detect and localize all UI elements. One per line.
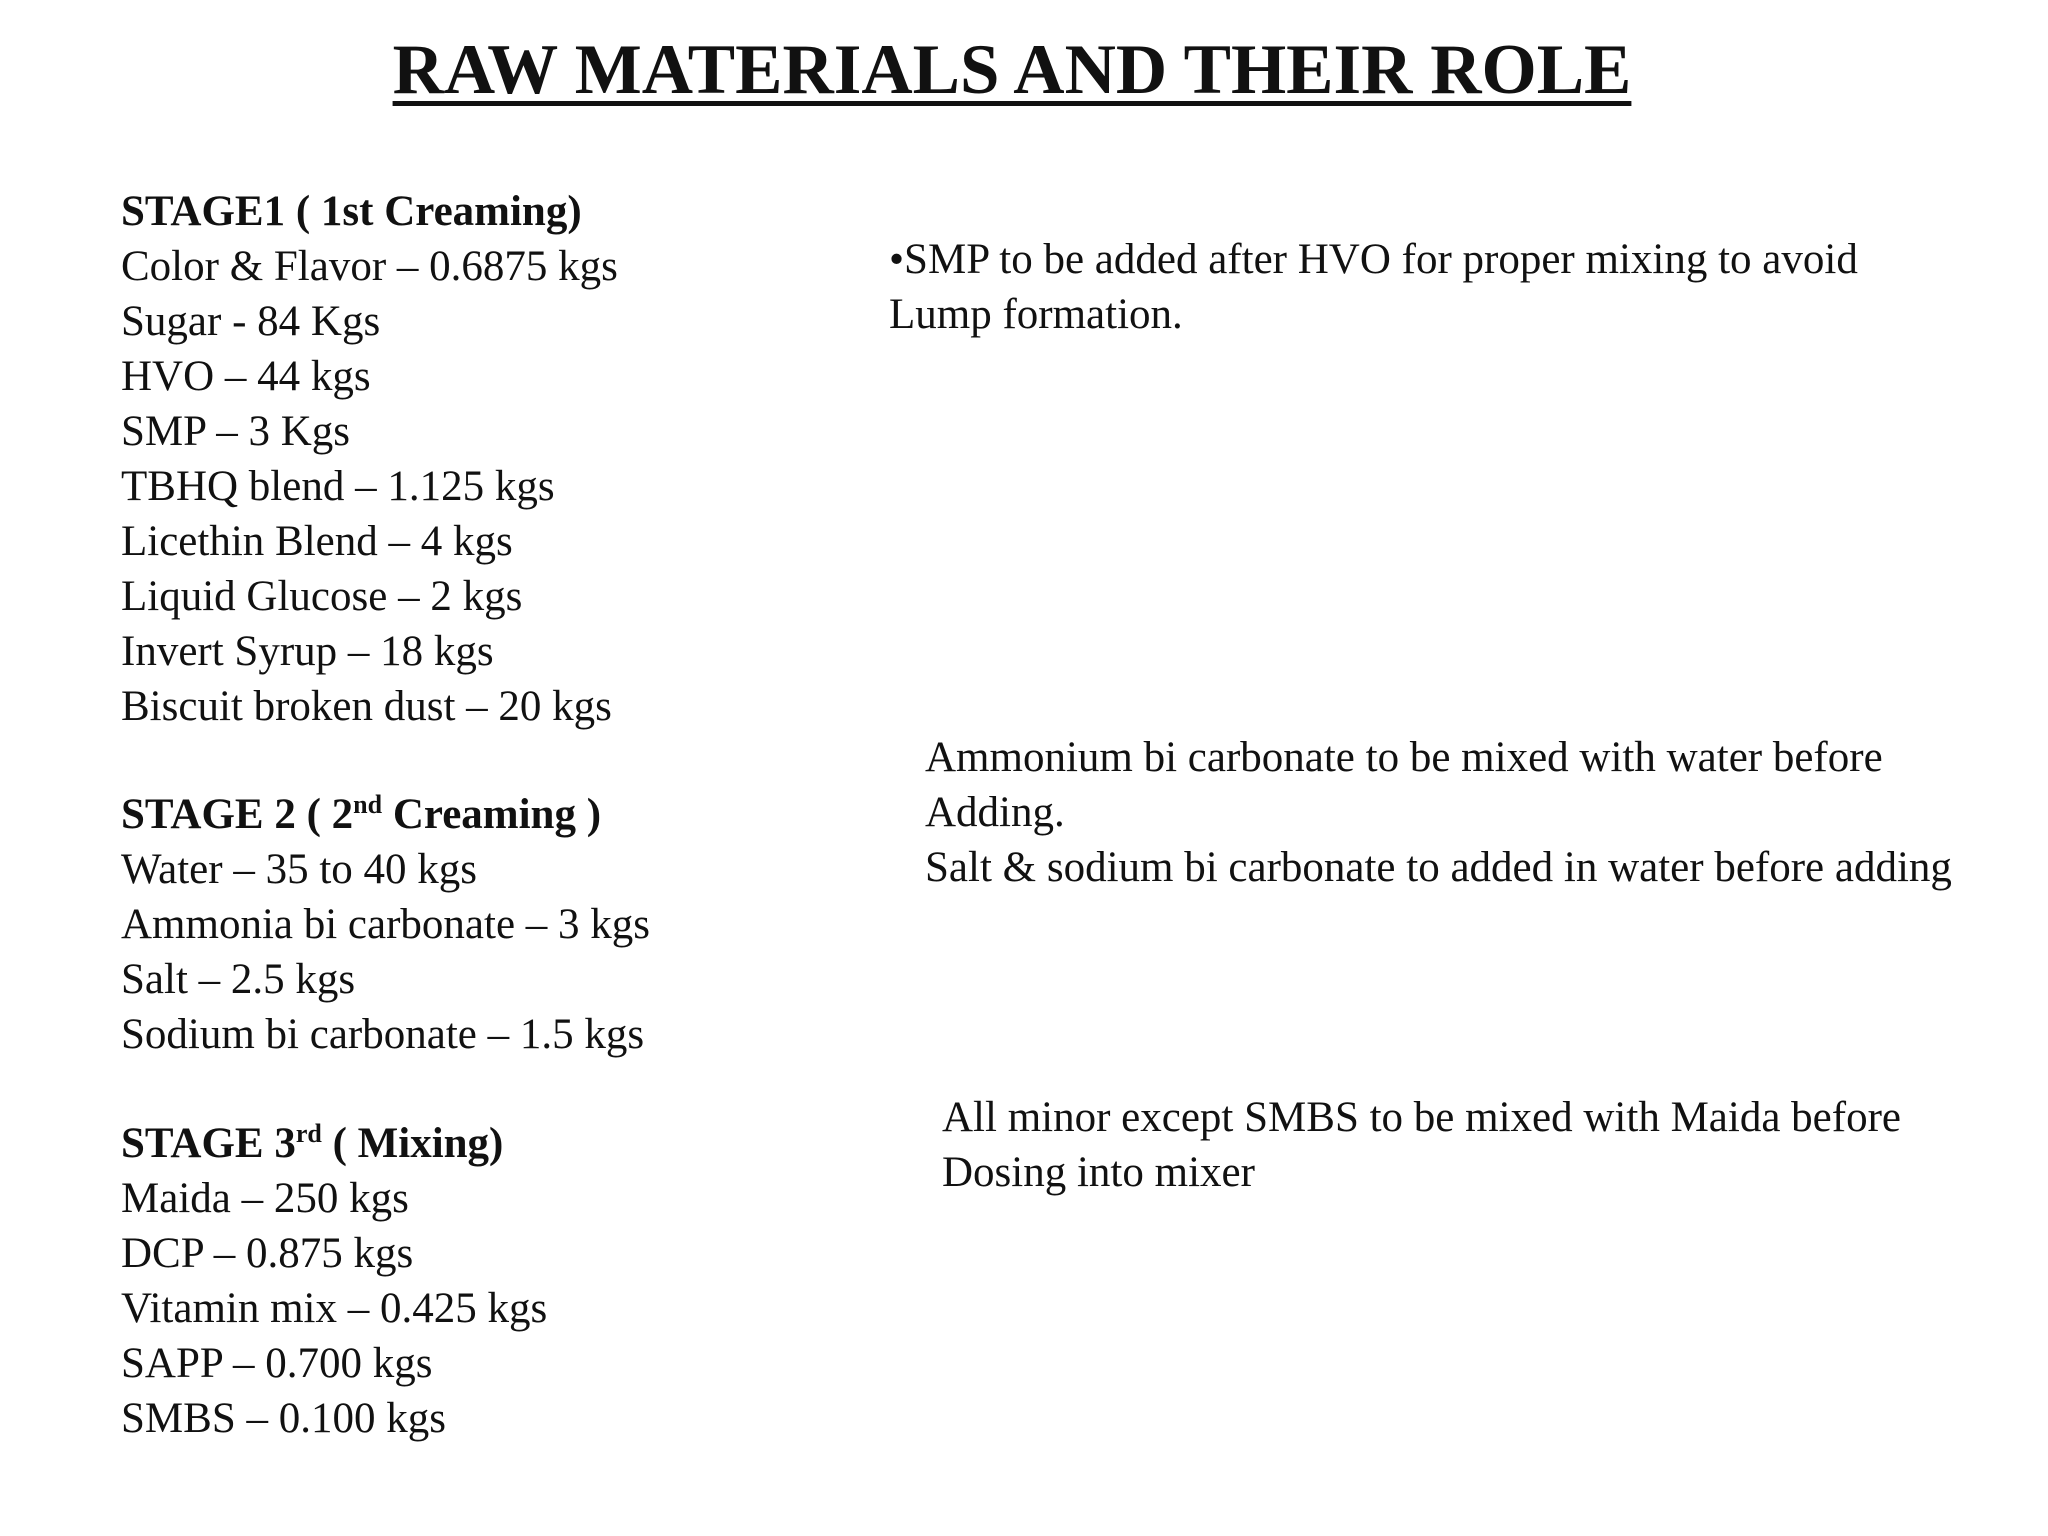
- stage-2-item-water: Water – 35 to 40 kgs: [121, 846, 478, 893]
- stage-3-heading-post: ( Mixing): [321, 1120, 504, 1167]
- note-line: •SMP to be added after HVO for proper mixing to avoid: [889, 236, 1858, 283]
- stage-1-block: [121, 184, 618, 734]
- stage-3-item-dcp: DCP – 0.875 kgs: [121, 1230, 414, 1277]
- stage-2-heading-pre: STAGE 2 ( 2: [121, 791, 354, 838]
- stage-3-item-vitamin-mix: Vitamin mix – 0.425 kgs: [121, 1285, 548, 1332]
- stage-3-item-smbs: SMBS – 0.100 kgs: [121, 1395, 446, 1442]
- note-line: Adding.: [925, 789, 1065, 836]
- note-line: Dosing into mixer: [942, 1149, 1255, 1196]
- stage-2-heading-sup: nd: [353, 790, 383, 819]
- stage-1-item-invert-syrup: Invert Syrup – 18 kgs: [121, 628, 494, 675]
- stage-3-heading-sup: rd: [295, 1119, 322, 1148]
- stage-1-item-tbhq: TBHQ blend – 1.125 kgs: [121, 463, 555, 510]
- stage-1-item-sugar: Sugar - 84 Kgs: [121, 298, 381, 345]
- stage-3-item-maida: Maida – 250 kgs: [121, 1175, 409, 1222]
- stage-2-item-ammonia: Ammonia bi carbonate – 3 kgs: [121, 901, 651, 948]
- stage-2-heading-post: Creaming ): [382, 791, 602, 838]
- stage-1-item-smp: SMP – 3 Kgs: [121, 408, 351, 455]
- stage-1-item-hvo: HVO – 44 kgs: [121, 353, 371, 400]
- stage-1-item-licethin: Licethin Blend – 4 kgs: [121, 518, 513, 565]
- note-line: All minor except SMBS to be mixed with Maida before: [942, 1094, 1901, 1141]
- page-title: RAW MATERIALS AND THEIR ROLE: [392, 31, 1632, 109]
- stage-3-block: [121, 1116, 547, 1446]
- note-smp-mixing: [889, 232, 1858, 342]
- note-minor-dosing: [942, 1090, 1901, 1200]
- stage-1-item-liquid-glucose: Liquid Glucose – 2 kgs: [121, 573, 523, 620]
- stage-1-item-biscuit-dust: Biscuit broken dust – 20 kgs: [121, 683, 612, 730]
- stage-3-item-sapp: SAPP – 0.700 kgs: [121, 1340, 433, 1387]
- stage-2-heading: [121, 787, 650, 842]
- stage-3-heading-pre: STAGE 3: [121, 1120, 296, 1167]
- note-line: Salt & sodium bi carbonate to added in water before adding: [925, 844, 1952, 891]
- note-ammonium-salt: [925, 730, 1952, 895]
- stage-2-item-salt: Salt – 2.5 kgs: [121, 956, 356, 1003]
- stage-2-block: [121, 787, 650, 1062]
- stage-1-item-color-flavor: Color & Flavor – 0.6875 kgs: [121, 243, 618, 290]
- note-line: Ammonium bi carbonate to be mixed with water before: [925, 734, 1883, 781]
- note-line: Lump formation.: [889, 291, 1183, 338]
- stage-2-item-sodium: Sodium bi carbonate – 1.5 kgs: [121, 1011, 645, 1058]
- stage-1-heading: STAGE1 ( 1st Creaming): [121, 188, 582, 235]
- stage-3-heading: [121, 1116, 547, 1171]
